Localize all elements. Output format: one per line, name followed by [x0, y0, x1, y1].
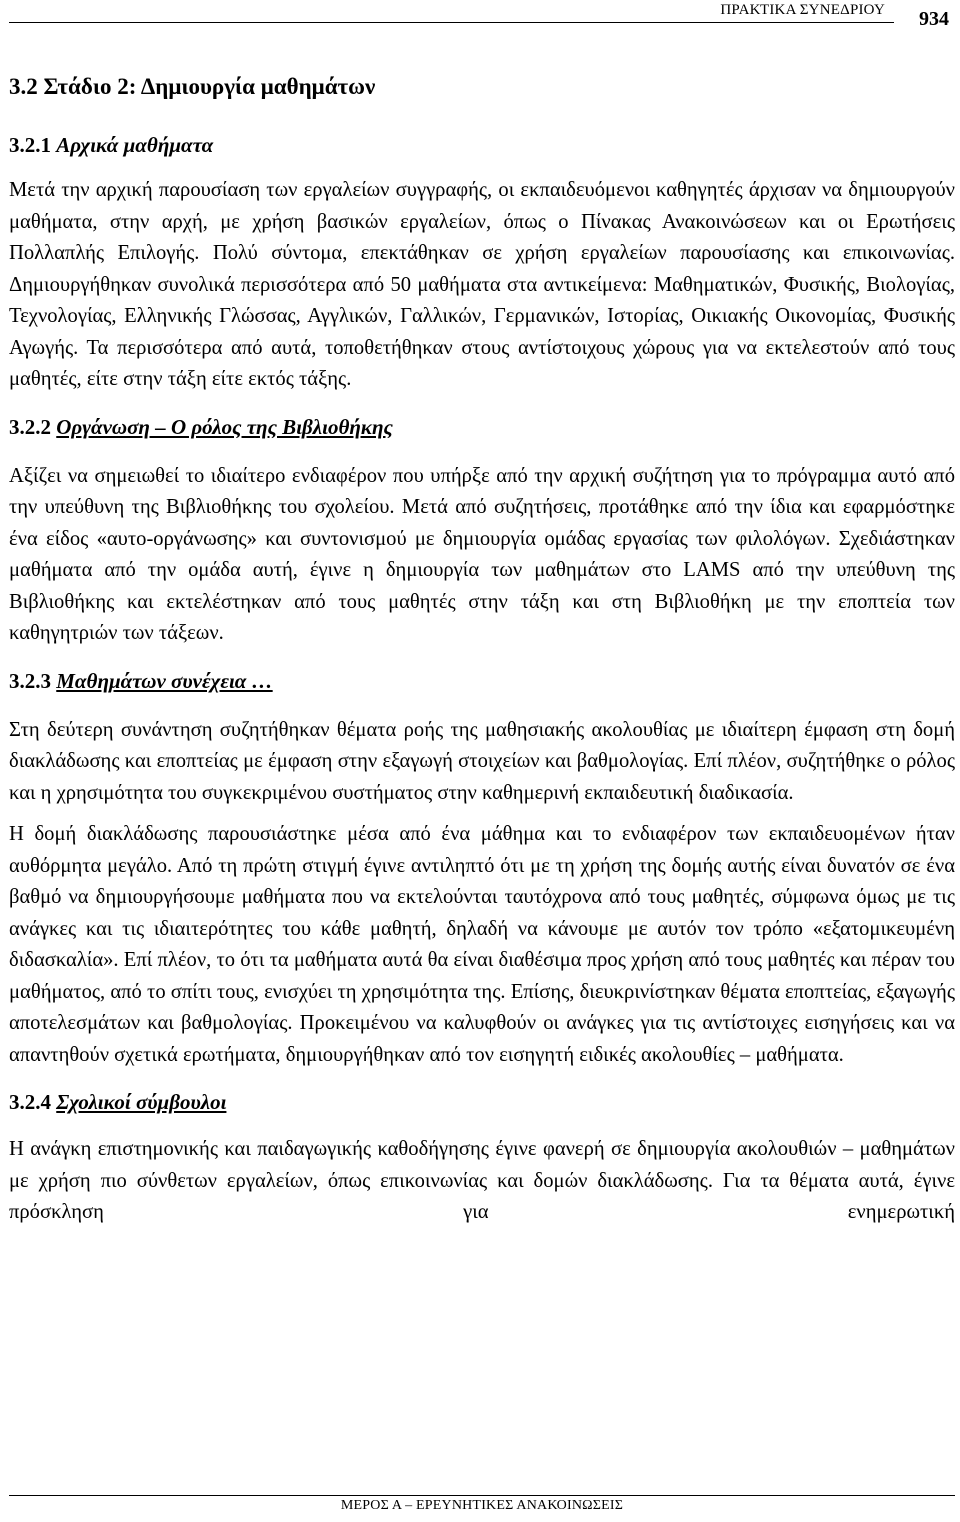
header-divider: [9, 22, 894, 23]
page-number: 934: [919, 8, 949, 30]
subsection-number: 3.2.4: [9, 1090, 51, 1114]
subsection-title: Αρχικά μαθήματα: [56, 133, 214, 157]
document-page: [9, 0, 955, 1522]
subsection-heading-3-2-3: [9, 666, 955, 697]
paragraph: Μετά την αρχική παρουσίαση των εργαλείων συγγραφής, οι εκπαιδευόμενοι καθηγητές άρχισαν να δημιουργούν μαθήματα, στην αρχή, με χρήση βασικών εργαλείων, όπως ο Πίνακας Ανακοινώσεων και οι Ερωτήσεις Πολλαπλής Επιλογής. Πολύ σύντομα, επεκτάθηκαν σε χρήση εργαλείων παρουσίασης και επικοινωνίας. Δημιουργήθηκαν συνολικά περισσότερα από 50 μαθήματα στα αντικείμενα: Μαθηματικών, Φυσικής, Βιολογίας, Τεχνολογίας, Ελληνικής Γλώσσας, Αγγλικών, Γαλλικών, Γερμανικών, Ιστορίας, Οικιακής Οικονομίας, Φυσικής Αγωγής. Τα περισσότερα από αυτά, τοποθετήθηκαν στους αντίστοιχους χώρους για να εκτελεστούν από τους μαθητές, είτε στην τάξη είτε εκτός τάξης.: [9, 179, 955, 390]
subsection-number: 3.2.2: [9, 414, 51, 439]
section-number: 3.2: [9, 74, 38, 99]
subsection-heading-3-2-4: [9, 1087, 955, 1118]
paragraph: Αξίζει να σημειωθεί το ιδιαίτερο ενδιαφέρον που υπήρξε από την αρχική συζήτηση για το πρόγραμμα αυτό από την υπεύθυνη της Βιβλιοθήκης του σχολείου. Μετά από συζητήσεις, προτάθηκε από την ίδια και εφαρμόστηκε ένα είδος «αυτο-οργάνωσης» και συντονισμού με δημιουργία ομάδας εργασίας των φιλολόγων. Σχεδιάστηκαν μαθήματα από την ομάδα αυτή, έγινε η δημιουργία των μαθημάτων στο LAMS από την υπεύθυνη της Βιβλιοθήκης και εκτελέστηκαν από τους μαθητές στην τάξη και στη Βιβλιοθήκη με την εποπτεία των καθηγητριών των τάξεων.: [9, 464, 955, 644]
footer-divider: [9, 1495, 955, 1496]
page-footer: ΜΕΡΟΣ Α – ΕΡΕΥΝΗΤΙΚΕΣ ΑΝΑΚΟΙΝΩΣΕΙΣ: [340, 1498, 624, 1513]
subsection-title: Μαθημάτων συνέχεια …: [56, 668, 273, 693]
subsection-title: Σχολικοί σύμβουλοι: [56, 1090, 227, 1114]
paragraph: Η ανάγκη επιστημονικής και παιδαγωγικής καθοδήγησης έγινε φανερή σε δημιουργία ακολουθιών – μαθημάτων με χρήση πιο σύνθετων εργαλείων, όπως επικοινωνίας και δομών διακλάδωσης. Για τα θέματα αυτά, έγινε πρόσκληση για ενημερωτική: [9, 1138, 955, 1223]
running-head: ΠΡΑΚΤΙΚΑ ΣΥΝΕΔΡΙΟΥ: [720, 2, 885, 18]
section-heading: [9, 70, 955, 104]
section-title: Στάδιο 2: Δημιουργία μαθημάτων: [43, 74, 376, 99]
subsection-heading-3-2-1: [9, 130, 955, 161]
paragraph: Στη δεύτερη συνάντηση συζητήθηκαν θέματα ροής της μαθησιακής ακολουθίας με ιδιαίτερη έμφαση στη δομή διακλάδωσης και εποπτείας με έμφαση στην εξαγωγή στοιχείων και βαθμολογίας. Επί πλέον, συζητήθηκε ο ρόλος και η χρησιμότητα του συγκεκριμένου συστήματος στην καθημερινή εκπαιδευτική διαδικασία.: [9, 718, 955, 804]
page-content: [9, 70, 955, 1229]
subsection-number: 3.2.1: [9, 133, 51, 157]
paragraph: Η δομή διακλάδωσης παρουσιάστηκε μέσα από ένα μάθημα και το ενδιαφέρον των εκπαιδευομένων ήταν αυθόρμητα μεγάλο. Από τη πρώτη στιγμή έγινε αντιληπτό ότι με τη χρήση της δομής αυτής είναι δυνατόν σε ένα βαθμό να δημιουργήσουμε μαθήματα που να εκτελούνται ταυτόχρονα από τους μαθητές, σύμφωνα όμως με τις ανάγκες και τις ιδιαιτερότητες του κάθε μαθητή, δηλαδή να κάνουμε με αυτόν τον τρόπο «εξατομικευμένη διδασκαλία». Επί πλέον, το ότι τα μαθήματα αυτά θα είναι διαθέσιμα προς χρήση από τους μαθητές και πέραν του μαθήματος, από το σπίτι τους, ενισχύει τη χρησιμότητα της. Επίσης, διευκρινίστηκαν θέματα εποπτείας, εξαγωγής αποτελεσμάτων και βαθμολογίας. Προκειμένου να καλυφθούν οι ανάγκες για τις αντίστοιχες εισηγήσεις και να απαντηθούν σχετικά ερωτήματα, δημιουργήθηκαν από τον εισηγητή ειδικές ακολουθίες – μαθήματα.: [9, 823, 955, 1066]
subsection-heading-3-2-2: [9, 412, 955, 443]
subsection-number: 3.2.3: [9, 668, 51, 693]
subsection-title: Οργάνωση – Ο ρόλος της Βιβλιοθήκης: [56, 414, 393, 439]
